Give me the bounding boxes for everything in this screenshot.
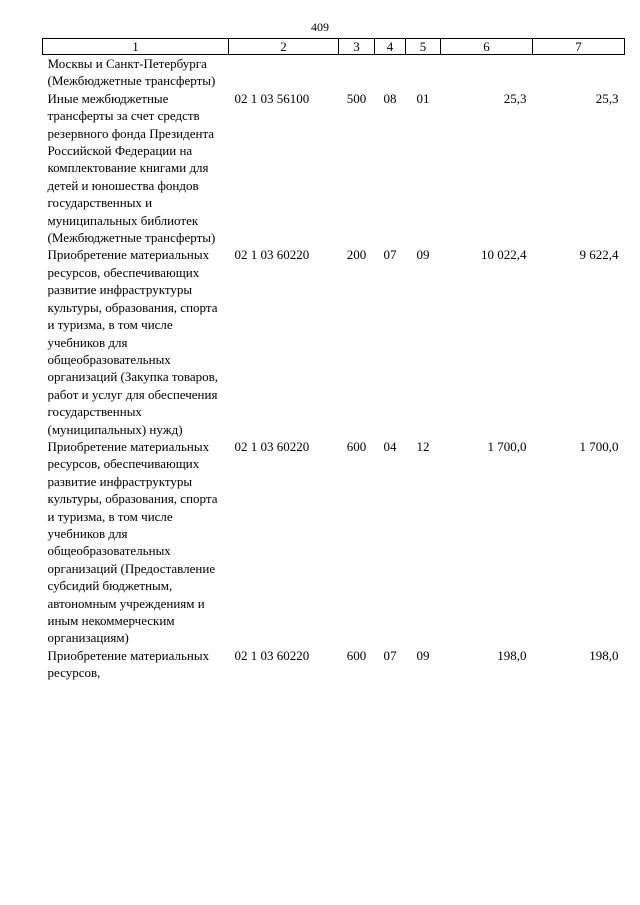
row-sum1: 1 700,0 [487, 438, 527, 454]
row-vr: 200 [346, 247, 367, 263]
table-header [43, 39, 625, 55]
row-vr: 600 [346, 438, 367, 454]
header-col-1: 1 [43, 39, 229, 55]
row-code: 02 1 03 60220 [234, 247, 310, 263]
row-sum2: 1 700,0 [579, 438, 619, 454]
row-name: Приобретение материальных ресурсов, обеспечивающих развитие инфраструктуры культуры, образования, спорта и туризма, в том числе учебников для общеобразовательных организаций (Закупка товаров, работ и услуг для обеспечения государственных (муниципальных) нужд) [47, 247, 219, 437]
row-rz: 04 [383, 438, 397, 454]
row-pr: 12 [416, 438, 430, 454]
row-sum2: 198,0 [589, 647, 619, 663]
header-col-7: 7 [533, 39, 625, 55]
row-vr [339, 55, 375, 90]
row-sum2 [533, 55, 625, 90]
header-col-5: 5 [406, 39, 441, 55]
row-name: Приобретение материальных ресурсов, обеспечивающих развитие инфраструктуры культуры, образования, спорта и туризма, в том числе учебников для общеобразовательных организаций (Предоставление субсидий бюджетным, автономным учреждениям и иным некоммерческим организациям) [47, 438, 218, 646]
row-code: 02 1 03 60220 [234, 647, 310, 663]
row-pr [406, 55, 441, 90]
row-name: Иные межбюджетные трансферты за счет средств резервного фонда Президента Российской Федерации на комплектование книгами для детей и юношества фондов государственных и муниципальных библиотек (Межбюджетные трансферты) [47, 90, 216, 246]
table-row [43, 647, 625, 682]
row-sum2: 25,3 [595, 90, 619, 106]
row-sum1: 25,3 [503, 90, 527, 106]
row-vr: 600 [346, 647, 367, 663]
row-vr: 500 [346, 90, 367, 106]
row-pr: 01 [416, 90, 430, 106]
row-rz: 08 [383, 90, 397, 106]
row-sum2: 9 622,4 [579, 247, 619, 263]
header-col-3: 3 [339, 39, 375, 55]
row-rz [375, 55, 406, 90]
row-code: 02 1 03 56100 [234, 90, 310, 106]
row-rz: 07 [383, 247, 397, 263]
header-col-4: 4 [375, 39, 406, 55]
row-code: 02 1 03 60220 [234, 438, 310, 454]
header-row [43, 39, 625, 55]
table-row [43, 90, 625, 247]
table-body [43, 55, 625, 682]
table-row [43, 246, 625, 437]
row-sum1 [441, 55, 533, 90]
page-number: 409 [311, 20, 329, 34]
budget-table [42, 38, 625, 682]
row-sum1: 10 022,4 [481, 247, 527, 263]
header-col-6: 6 [441, 39, 533, 55]
row-name: Москвы и Санкт-Петербурга (Межбюджетные трансферты) [47, 56, 216, 89]
header-col-2: 2 [229, 39, 339, 55]
row-code [229, 55, 339, 90]
row-sum1: 198,0 [497, 647, 527, 663]
row-pr: 09 [416, 247, 430, 263]
row-rz: 07 [383, 647, 397, 663]
table-row [43, 438, 625, 647]
row-name: Приобретение материальных ресурсов, [47, 647, 210, 681]
row-pr: 09 [416, 647, 430, 663]
table-row [43, 55, 625, 90]
